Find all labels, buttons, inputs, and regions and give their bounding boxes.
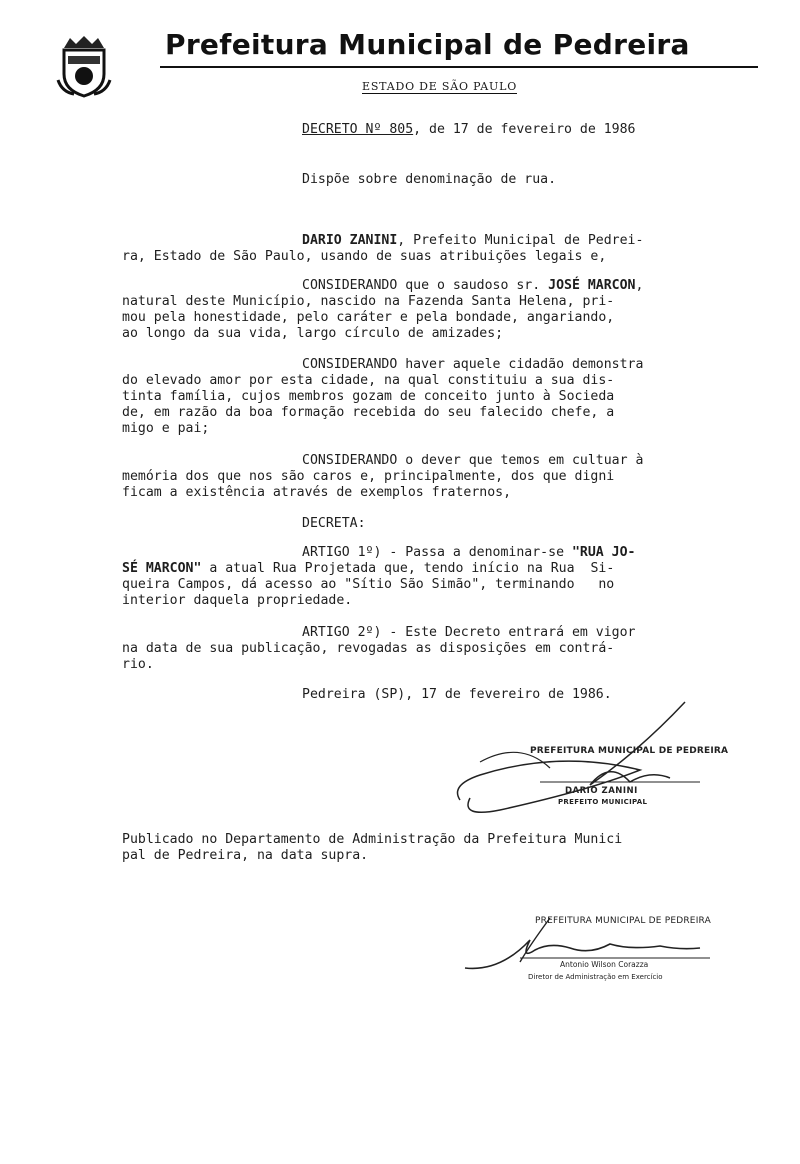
page-title: Prefeitura Municipal de Pedreira xyxy=(165,28,690,61)
decree-date: , de 17 de fevereiro de 1986 xyxy=(413,122,636,137)
paragraph-line: ficam a existência através de exemplos fraternos, xyxy=(122,485,512,500)
paragraph-line: CONSIDERANDO o dever que temos em cultuar à xyxy=(302,453,644,468)
state-subtitle: ESTADO DE SÃO PAULO xyxy=(362,80,518,93)
decree-number: DECRETO Nº 805 xyxy=(302,122,414,137)
director-signature-block xyxy=(460,900,730,995)
director-stamp-office: PREFEITURA MUNICIPAL DE PEDREIRA xyxy=(535,916,711,926)
paragraph-line: mou pela honestidade, pelo caráter e pela bondade, angariando, xyxy=(122,310,615,325)
mayor-stamp-role: PREFEITO MUNICIPAL xyxy=(558,798,648,806)
director-stamp-role: Diretor de Administração em Exercício xyxy=(528,973,663,981)
paragraph-line: do elevado amor por esta cidade, na qual constituiu a sua dis- xyxy=(122,373,615,388)
article-line: rio. xyxy=(122,657,154,672)
text-span: a atual Rua Projetada que, tendo início na Rua Si- xyxy=(201,561,615,576)
article-line: na data de sua publicação, revogadas as disposições em contrá- xyxy=(122,641,615,656)
mayor-signature-block xyxy=(440,690,729,820)
text-span: , xyxy=(635,278,644,293)
paragraph-line: ao longo da sua vida, largo círculo de amizades; xyxy=(122,326,504,341)
text-span: , Prefeito Municipal de Pedrei- xyxy=(397,233,644,248)
article-line: ARTIGO 2º) - Este Decreto entrará em vigor xyxy=(302,625,636,640)
header-divider xyxy=(160,66,758,68)
text-span: ARTIGO 1º) - Passa a denominar-se xyxy=(302,545,572,560)
paragraph-line xyxy=(302,278,643,294)
article-line xyxy=(122,561,614,577)
article-line: queira Campos, dá acesso ao "Sítio São Simão", terminando no xyxy=(122,577,615,592)
paragraph-line: natural deste Município, nascido na Fazenda Santa Helena, pri- xyxy=(122,294,615,309)
paragraph-line: memória dos que nos são caros e, principalmente, dos que digni xyxy=(122,469,615,484)
mayor-stamp-name: DARIO ZANINI xyxy=(565,786,638,796)
mayor-stamp-office: PREFEITURA MUNICIPAL DE PEDREIRA xyxy=(530,746,729,756)
publication-line: Publicado no Departamento de Administração da Prefeitura Munici xyxy=(122,832,623,847)
article-line xyxy=(302,545,635,561)
decree-subject: Dispõe sobre denominação de rua. xyxy=(302,172,557,187)
publication-line: pal de Pedreira, na data supra. xyxy=(122,848,369,863)
text-span: CONSIDERANDO que o saudoso sr. xyxy=(302,278,549,293)
street-name: SÉ MARCON" xyxy=(122,561,202,576)
municipal-crest-icon xyxy=(56,34,112,98)
decreta-heading: DECRETA: xyxy=(302,516,366,531)
article-line: interior daquela propriedade. xyxy=(122,593,353,608)
decree-heading xyxy=(302,122,635,138)
paragraph-line: migo e pai; xyxy=(122,421,210,436)
mayor-name: DARIO ZANINI xyxy=(302,233,398,248)
street-name: "RUA JO- xyxy=(571,545,636,560)
paragraph-line: ra, Estado de São Paulo, usando de suas atribuições legais e, xyxy=(122,249,607,264)
director-stamp-name: Antonio Wilson Corazza xyxy=(560,960,649,969)
paragraph-line xyxy=(302,233,643,249)
paragraph-line: tinta família, cujos membros gozam de conceito junto à Socieda xyxy=(122,389,615,404)
paragraph-line: de, em razão da boa formação recebida do seu falecido chefe, a xyxy=(122,405,615,420)
honoree-name: JOSÉ MARCON xyxy=(548,278,636,293)
place-date: Pedreira (SP), 17 de fevereiro de 1986. xyxy=(302,687,612,702)
paragraph-line: CONSIDERANDO haver aquele cidadão demonstra xyxy=(302,357,644,372)
